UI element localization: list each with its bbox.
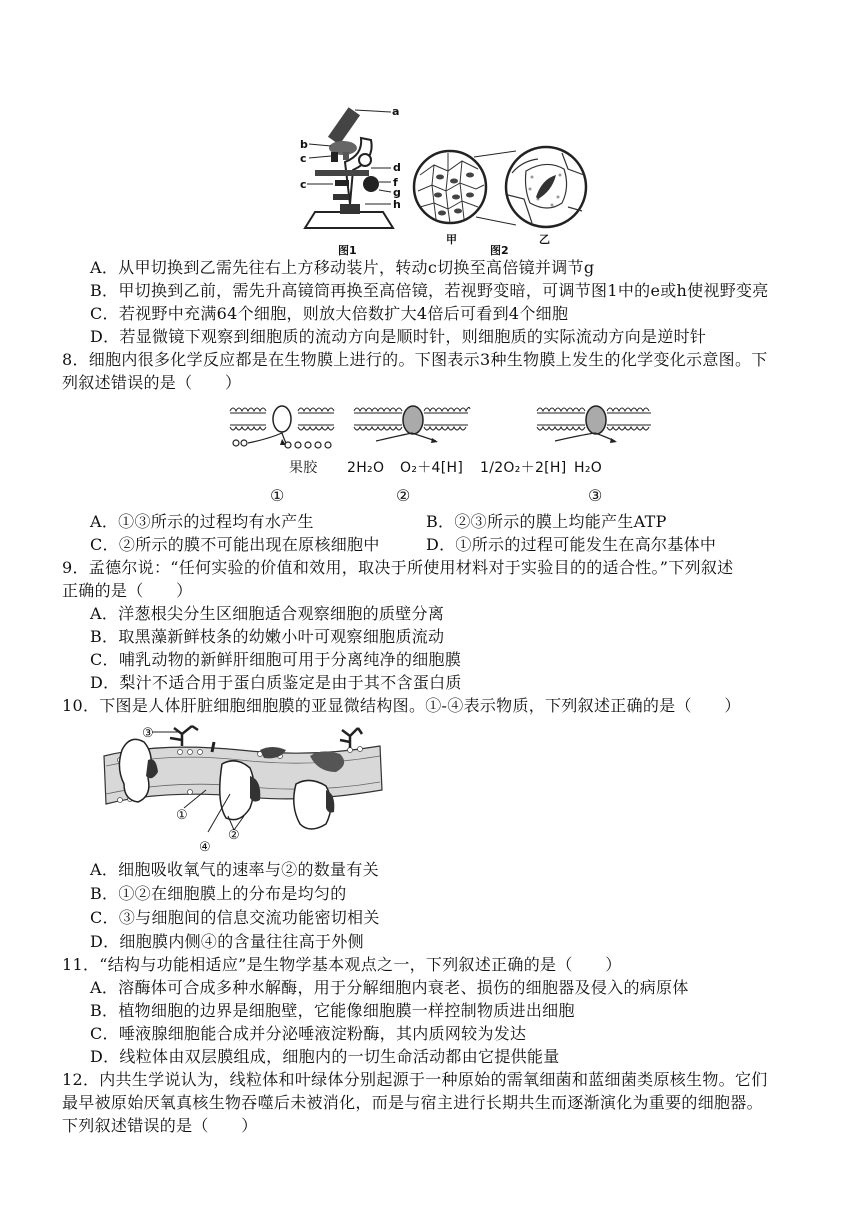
q10-option-d: D．细胞膜内侧④的含量往往高于外侧 [90, 932, 364, 951]
q12-stem-line1: 12．内共生学说认为，线粒体和叶绿体分别起源于一种原始的需氧细菌和蓝细菌类原核生物。它们 [62, 1070, 768, 1089]
fig-number-1: ① [176, 808, 188, 823]
label-h: h [393, 198, 401, 211]
label-c-upper: c [300, 152, 307, 165]
q9-option-b: B．取黑藻新鲜枝条的幼嫩小叶可观察细胞质流动 [90, 627, 445, 646]
fig2-jia-label: 甲 [446, 233, 457, 246]
fig1-caption: 图1 [338, 244, 357, 257]
membrane1-label: 果胶 [289, 460, 318, 476]
membrane-diagram-3 [535, 405, 655, 445]
q11-option-b: B．植物细胞的边界是细胞壁，它能像细胞膜一样控制物质进出细胞 [90, 1001, 575, 1020]
fig2-yi-label: 乙 [539, 233, 550, 246]
fig-number-2: ② [228, 828, 240, 843]
membrane2-label-left: 2H₂O [347, 460, 385, 476]
q8-option-c: C．②所示的膜不可能出现在原核细胞中 [90, 535, 380, 554]
q9-option-d: D．梨汁不适合用于蛋白质鉴定是由于其不含蛋白质 [90, 673, 462, 692]
label-c-lower: c [300, 178, 307, 191]
q9-stem-line1: 9．孟德尔说：“任何实验的价值和效用，取决于所使用材料对于实验目的的适合性。”下列叙述 [62, 558, 734, 577]
membrane1-number: ① [270, 486, 285, 505]
label-d: d [393, 161, 401, 174]
membrane3-label-right: H₂O [574, 460, 603, 476]
q9-option-c: C．哺乳动物的新鲜肝细胞可用于分离纯净的细胞膜 [90, 650, 462, 669]
q7-option-b: B．甲切换到乙前，需先升高镜筒再换至高倍镜，若视野变暗，可调节图1中的e或h使视野变亮 [90, 281, 769, 300]
microscope-figure [295, 100, 405, 250]
q11-option-d: D．线粒体由双层膜组成，细胞内的一切生命活动都由它提供能量 [90, 1047, 560, 1066]
q7-option-a: A．从甲切换到乙需先往右上方移动装片，转动c切换至高倍镜并调节g [90, 258, 595, 277]
membrane-diagram-1 [228, 405, 338, 455]
q7-option-d: D．若显微镜下观察到细胞质的流动方向是顺时针，则细胞质的实际流动方向是逆时针 [90, 327, 707, 346]
q10-option-b: B．①②在细胞膜上的分布是均匀的 [90, 884, 347, 903]
q8-option-d: D．①所示的过程可能发生在高尔基体中 [426, 535, 717, 554]
label-g: g [393, 186, 401, 199]
fig2-caption: 图2 [490, 244, 509, 257]
fig-number-4: ④ [199, 840, 211, 855]
membrane2-label-right: O₂＋4[H] [400, 460, 464, 476]
label-a: a [392, 105, 400, 118]
q9-stem-line2: 正确的是（ ） [62, 581, 193, 600]
label-b: b [300, 138, 308, 151]
membrane2-number: ② [396, 486, 411, 505]
q9-option-a: A．洋葱根尖分生区细胞适合观察细胞的质壁分离 [90, 604, 445, 623]
q10-stem: 10．下图是人体肝脏细胞细胞膜的亚显微结构图。①-④表示物质，下列叙述正确的是（ ） [62, 696, 741, 715]
q12-stem-line2: 最早被原始厌氧真核生物吞噬后未被消化，而是与宿主进行长期共生而逐渐演化为重要的细胞器。 [62, 1093, 763, 1112]
q8-stem-line1: 8．细胞内很多化学反应都是在生物膜上进行的。下图表示3种生物膜上发生的化学变化示意图。下 [62, 350, 768, 369]
q10-option-a: A．细胞吸收氧气的速率与②的数量有关 [90, 860, 379, 879]
q11-option-a: A．溶酶体可合成多种水解酶，用于分解细胞内衰老、损伤的细胞器及侵入的病原体 [90, 978, 689, 997]
q11-stem: 11．“结构与功能相适应”是生物学基本观点之一，下列叙述正确的是（ ） [62, 955, 622, 974]
q8-stem-line2: 列叙述错误的是（ ） [62, 373, 242, 392]
membrane3-number: ③ [588, 486, 603, 505]
membrane-diagram-2 [352, 405, 472, 445]
q11-option-c: C．唾液腺细胞能合成并分泌唾液淀粉酶，其内质网较为发达 [90, 1024, 527, 1043]
fig-number-3: ③ [142, 726, 154, 741]
q8-option-a: A．①③所示的过程均有水产生 [90, 512, 314, 531]
q8-option-b: B．②③所示的膜上均能产生ATP [426, 512, 667, 531]
label-f: f [393, 176, 398, 189]
membrane3-label-left: 1/2O₂＋2[H] [480, 460, 567, 476]
q10-option-c: C．③与细胞间的信息交流功能密切相关 [90, 908, 380, 927]
q12-stem-line3: 下列叙述错误的是（ ） [62, 1116, 258, 1135]
cell-view-figure [412, 145, 592, 237]
q7-option-c: C．若视野中充满64个细胞，则放大倍数扩大4倍后可看到4个细胞 [90, 304, 569, 323]
